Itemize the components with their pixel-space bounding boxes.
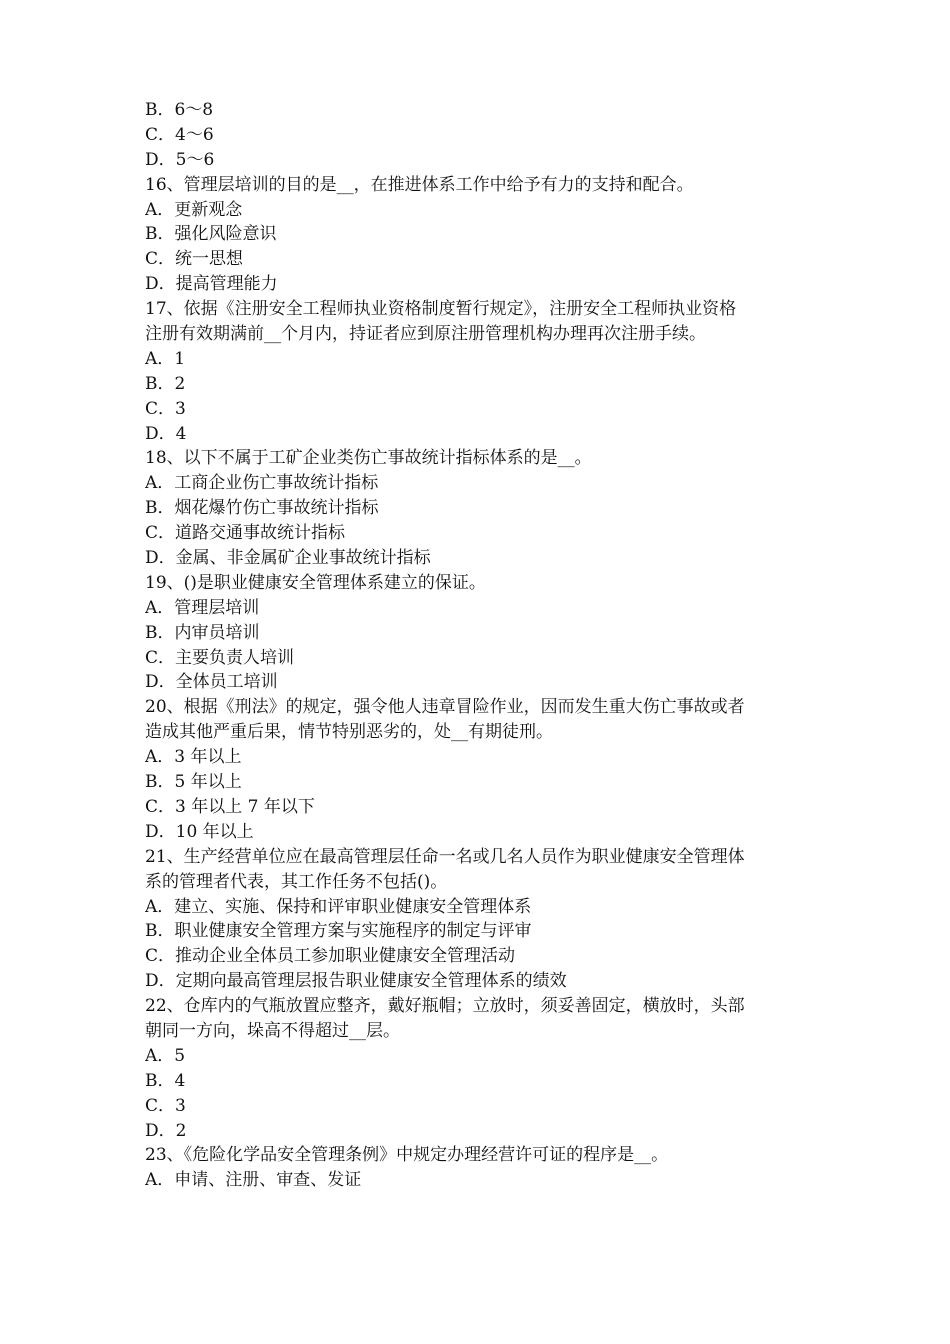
option-a: A．建立、实施、保持和评审职业健康安全管理体系 — [145, 896, 532, 917]
option-c: C．3 — [145, 1095, 186, 1116]
question-22-line-1: 22、仓库内的气瓶放置应整齐，戴好瓶帽；立放时，须妥善固定，横放时，头部 — [145, 996, 745, 1017]
question-21-line-1: 21、生产经营单位应在最高管理层任命一名或几名人员作为职业健康安全管理体 — [145, 846, 745, 867]
option-d: D．5～6 — [145, 149, 215, 170]
question-22-line-2: 朝同一方向，垛高不得超过__层。 — [145, 1020, 400, 1041]
option-a: A．5 — [145, 1045, 186, 1066]
option-d: D．定期向最高管理层报告职业健康安全管理体系的绩效 — [145, 971, 567, 992]
question-20-line-2: 造成其他严重后果，情节特别恶劣的，处__有期徒刑。 — [145, 722, 553, 743]
option-d: D．金属、非金属矿企业事故统计指标 — [145, 548, 431, 569]
question-23: 23、《危险化学品安全管理条例》中规定办理经营许可证的程序是__。 — [145, 1145, 669, 1166]
option-a: A．工商企业伤亡事故统计指标 — [145, 473, 379, 494]
option-a: A．3 年以上 — [145, 747, 242, 768]
option-c: C．统一思想 — [145, 249, 244, 270]
option-b: B．5 年以上 — [145, 772, 242, 793]
question-16: 16、管理层培训的目的是__，在推进体系工作中给予有力的支持和配合。 — [145, 174, 694, 195]
option-c: C．3 — [145, 398, 186, 419]
option-d: D．全体员工培训 — [145, 672, 278, 693]
option-a: A．1 — [145, 348, 186, 369]
option-b: B．烟花爆竹伤亡事故统计指标 — [145, 498, 379, 519]
option-b: B．强化风险意识 — [145, 224, 277, 245]
document-page — [145, 98, 820, 1193]
option-c: C．推动企业全体员工参加职业健康安全管理活动 — [145, 946, 516, 967]
option-c: C．3 年以上 7 年以下 — [145, 796, 315, 817]
question-17-line-2: 注册有效期满前__个月内，持证者应到原注册管理机构办理再次注册手续。 — [145, 324, 706, 345]
option-d: D．提高管理能力 — [145, 274, 278, 295]
option-b: B．2 — [145, 373, 186, 394]
option-c: C．主要负责人培训 — [145, 647, 295, 668]
option-b: B．6～8 — [145, 100, 214, 120]
question-18: 18、以下不属于工矿企业类伤亡事故统计指标体系的是__。 — [145, 448, 592, 469]
option-b: B．内审员培训 — [145, 622, 260, 643]
option-a: A．申请、注册、审查、发证 — [145, 1170, 362, 1191]
option-a: A．更新观念 — [145, 199, 243, 220]
question-19: 19、()是职业健康安全管理体系建立的保证。 — [145, 572, 486, 593]
option-d: D．10 年以上 — [145, 821, 254, 842]
option-d: D．4 — [145, 423, 187, 444]
option-a: A．管理层培训 — [145, 597, 260, 618]
option-b: B．职业健康安全管理方案与实施程序的制定与评审 — [145, 921, 532, 942]
question-20-line-1: 20、根据《刑法》的规定，强令他人违章冒险作业，因而发生重大伤亡事故或者 — [145, 697, 745, 718]
question-17-line-1: 17、依据《注册安全工程师执业资格制度暂行规定》，注册安全工程师执业资格 — [145, 299, 737, 320]
option-d: D．2 — [145, 1120, 187, 1141]
option-b: B．4 — [145, 1070, 186, 1091]
option-c: C．道路交通事故统计指标 — [145, 523, 346, 544]
option-c: C．4～6 — [145, 124, 214, 145]
question-21-line-2: 系的管理者代表，其工作任务不包括()。 — [145, 871, 448, 892]
